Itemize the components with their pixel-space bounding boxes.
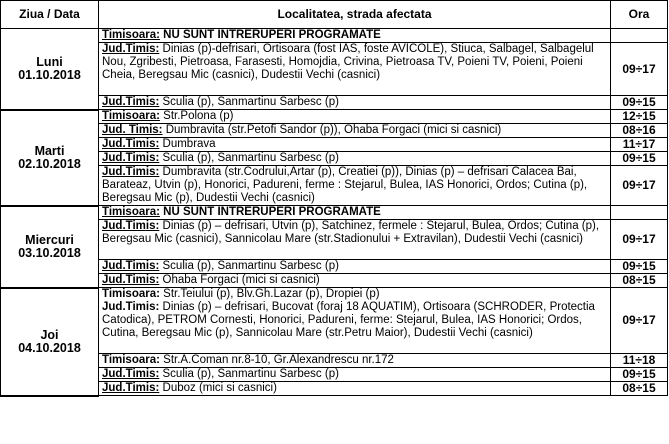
location-cell xyxy=(99,206,611,220)
location-cell xyxy=(99,124,611,138)
day-name: Miercuri xyxy=(25,232,74,247)
time-cell: 09÷17 xyxy=(611,288,668,354)
location-text: Sculia (p), Sanmartinu Sarbesc (p) xyxy=(162,260,339,272)
location-cell xyxy=(99,43,611,96)
location-cell xyxy=(99,152,611,166)
table-row xyxy=(1,166,668,206)
table-row xyxy=(1,220,668,260)
location-text: Dinias (p)-defrisari, Ortisoara (fost IAS, foste AVICOLE), Stiuca, Salbagel, Salbagelul Nou, Zgribesti, Pietroasa, Farasesti, Homojdia, Crivina, Pietroasa TV, Poieni TV, Poieni, Poieni Cheia, Beregsau Mic (casnici), Dudestii Vechi (casnici) xyxy=(102,43,594,81)
location-text: Sculia (p), Sanmartinu Sarbesc (p) xyxy=(162,368,339,380)
location-text: Ohaba Forgaci (mici si casnici) xyxy=(162,274,320,286)
location-cell xyxy=(99,288,611,354)
table-row xyxy=(1,124,668,138)
location-text: NU SUNT INTRERUPERI PROGRAMATE xyxy=(163,206,381,218)
time-cell: 09÷15 xyxy=(611,260,668,274)
area-label: Jud.Timis: xyxy=(102,152,160,164)
location-text: Dumbrava xyxy=(162,138,216,150)
area-label: Jud.Timis: xyxy=(102,96,160,108)
area-label: Jud.Timis: xyxy=(102,260,160,272)
location-cell xyxy=(99,354,611,368)
area-label: Timisoara: xyxy=(102,29,160,41)
location-cell xyxy=(99,166,611,206)
time-cell: 09÷15 xyxy=(611,96,668,110)
day-date: 02.10.2018 xyxy=(18,156,81,171)
table-row xyxy=(1,274,668,288)
time-cell: 09÷17 xyxy=(611,43,668,96)
table-row xyxy=(1,288,668,354)
time-cell: 09÷17 xyxy=(611,166,668,206)
time-cell: 09÷15 xyxy=(611,152,668,166)
location-text: Duboz (mici si casnici) xyxy=(162,382,277,394)
location-cell xyxy=(99,220,611,260)
location-cell xyxy=(99,110,611,124)
time-cell: 12÷15 xyxy=(611,110,668,124)
area-label: Jud.Timis: xyxy=(102,301,160,313)
area-label: Jud.Timis: xyxy=(102,138,160,150)
area-label: Jud. Timis: xyxy=(102,124,163,136)
day-name: Joi xyxy=(40,327,59,342)
day-cell-joi xyxy=(1,288,99,396)
day-name: Luni xyxy=(36,54,63,69)
location-cell xyxy=(99,260,611,274)
time-cell: 09÷15 xyxy=(611,368,668,382)
table-row xyxy=(1,354,668,368)
day-name: Marti xyxy=(34,143,65,158)
day-cell-marti xyxy=(1,110,99,206)
table-row xyxy=(1,152,668,166)
area-label: Jud.Timis: xyxy=(102,43,160,55)
time-cell: 08÷15 xyxy=(611,274,668,288)
location-text: Dumbravita (str.Petofi Sandor (p)), Ohaba Forgaci (mici si casnici) xyxy=(165,124,502,136)
area-label: Jud.Timis: xyxy=(102,274,160,286)
table-row xyxy=(1,382,668,396)
time-cell xyxy=(611,206,668,220)
header-day-date: Ziua / Data xyxy=(1,1,99,29)
location-text: Dinias (p) – defrisari, Bucovat (foraj 18 AQUATIM), Ortisoara (SCHRODER, Protectia Catodica), PETROM Cornesti, Honorici, Padureni, ferme: Stejarul, Bulea, IAS Honorici; Ordos, Cutina, Beregsau Mic (p), Sannicolau Mare (str.Petru Maior), Dudestii Vechi (casnici) xyxy=(102,301,595,339)
area-label: Timisoara: xyxy=(102,354,160,366)
area-label: Timisoara: xyxy=(102,206,160,218)
table-row xyxy=(1,110,668,124)
location-text: Str.Polona (p) xyxy=(163,110,234,122)
time-cell: 08÷15 xyxy=(611,382,668,396)
day-date: 03.10.2018 xyxy=(18,245,81,260)
area-label: Jud.Timis: xyxy=(102,368,160,380)
location-text: Dinias (p) – defrisari, Utvin (p), Satchinez, fermele : Stejarul, Bulea, Ordos; Cutina (p), Beregsau Mic (casnici), Sannicolau Mare (str.Stadionului + Extravilan), Dudestii Vechi (casnici) xyxy=(102,220,600,245)
day-date: 01.10.2018 xyxy=(18,67,81,82)
table-row xyxy=(1,96,668,110)
time-cell: 08÷16 xyxy=(611,124,668,138)
header-time: Ora xyxy=(611,1,668,29)
area-label: Jud.Timis: xyxy=(102,220,160,232)
day-date: 04.10.2018 xyxy=(18,340,81,355)
time-cell: 11÷18 xyxy=(611,354,668,368)
time-cell: 09÷17 xyxy=(611,220,668,260)
location-cell xyxy=(99,368,611,382)
table-row xyxy=(1,29,668,43)
day-cell-miercuri xyxy=(1,206,99,288)
location-text: Sculia (p), Sanmartinu Sarbesc (p) xyxy=(162,96,339,108)
area-label: Timisoara: xyxy=(102,110,160,122)
area-label: Jud.Timis: xyxy=(102,382,160,394)
table-row xyxy=(1,368,668,382)
location-cell xyxy=(99,96,611,110)
table-row xyxy=(1,206,668,220)
location-cell xyxy=(99,274,611,288)
location-cell xyxy=(99,29,611,43)
time-cell: 11÷17 xyxy=(611,138,668,152)
table-row xyxy=(1,43,668,96)
table-row xyxy=(1,260,668,274)
area-label: Jud.Timis: xyxy=(102,166,160,178)
location-text: NU SUNT INTRERUPERI PROGRAMATE xyxy=(163,29,381,41)
area-label: Timisoara: xyxy=(102,288,160,300)
time-cell xyxy=(611,29,668,43)
day-cell-luni xyxy=(1,29,99,110)
header-location: Localitatea, strada afectata xyxy=(99,1,611,29)
location-cell xyxy=(99,382,611,396)
header-row xyxy=(1,1,668,29)
location-text: Str.Teiului (p), Blv.Gh.Lazar (p), Dropiei (p) xyxy=(163,288,380,300)
location-text: Sculia (p), Sanmartinu Sarbesc (p) xyxy=(162,152,339,164)
location-text: Str.A.Coman nr.8-10, Gr.Alexandrescu nr.172 xyxy=(163,354,394,366)
location-cell xyxy=(99,138,611,152)
table-row xyxy=(1,138,668,152)
location-text: Dumbravita (str.Codrului,Artar (p), Creatiei (p)), Dinias (p) – defrisari Calacea Bai, Barateaz, Utvin (p), Honorici, Padureni, ferme : Stejarul, Bulea, IAS Honorici, Ordos; Cutina (p), Beregsau Mic (p), Dudestii Vechi (casnici) xyxy=(102,166,588,204)
